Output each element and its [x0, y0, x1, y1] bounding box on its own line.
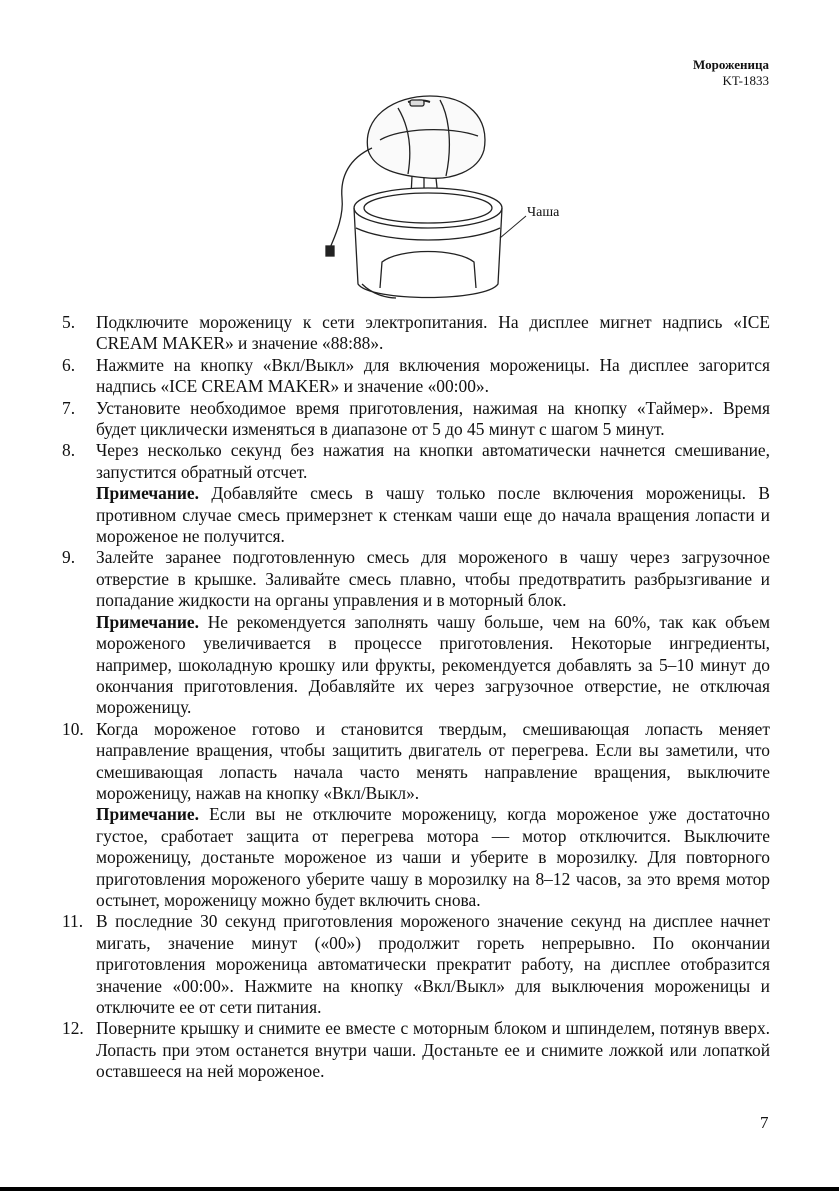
list-item	[62, 547, 770, 718]
item-text: Залейте заранее подготовленную смесь для мороженого в чашу через загрузочное отверстие в крышке. Заливайте смесь плавно, чтобы предотвратить разбрызгивание и попадание жидкости на органы управления и в моторный блок.	[96, 547, 770, 611]
item-text: В последние 30 секунд приготовления мороженого значение секунд на дисплее начнет мигать, значение минут («00») продолжит гореть непрерывно. По окончании приготовления мороженица автоматически прекратит работу, на дисплее отобразится значение «00:00». Нажмите на кнопку «Вкл/Выкл» для выключения мороженицы и отключите ее от сети питания.	[96, 911, 770, 1017]
list-item	[62, 719, 770, 912]
note	[96, 483, 770, 547]
list-item	[62, 911, 770, 1018]
list-item	[62, 440, 770, 547]
note-text: Не рекомендуется заполнять чашу больше, чем на 60%, так как объем мороженого увеличивается в процессе приготовления. Некоторые ингредиенты, например, шоколадную крошку или фрукты, рекомендуется добавлять за 5–10 минут до окончания приготовления. Добавляйте их через загрузочное отверстие, не отключая мороженицу.	[96, 611, 770, 718]
item-text: Когда мороженое готово и становится твердым, смешивающая лопасть меняет направление вращения, чтобы защитить двигатель от перегрева. Если вы заметили, что смешивающая лопасть начала часто менять направление вращения, выключите мороженицу, нажав на кнопку «Вкл/Выкл».	[96, 718, 770, 803]
note-label: Примечание.	[96, 483, 199, 504]
note	[96, 612, 770, 719]
note-text: Если вы не отключите мороженицу, когда мороженое уже достаточно густое, сработает защита от перегрева мотора — мотор отключится. Выключите мороженицу, достаньте мороженое из чаши и уберите в морозилку. Для повторного приготовления мороженого уберите чашу в морозилку на 8–12 часов, за это время мотор остынет, мороженицу можно будет включить снова.	[96, 804, 770, 910]
footer-rule	[0, 1187, 839, 1191]
product-name: Мороженица	[692, 57, 769, 72]
item-number: 11.	[62, 911, 84, 932]
note-label: Примечание.	[96, 804, 199, 825]
figure-caption: Чаша	[527, 205, 560, 220]
model-number: KT-1833	[722, 73, 769, 88]
item-text: Установите необходимое время приготовления, нажимая на кнопку «Таймер». Время будет циклически изменяться в диапазоне от 5 до 45 минут с шагом 5 минут.	[96, 397, 770, 440]
item-number: 8.	[62, 440, 76, 461]
item-number: 9.	[62, 547, 76, 568]
page-number: 7	[760, 1113, 769, 1132]
page-header	[693, 57, 769, 89]
item-text: Поверните крышку и снимите ее вместе с моторным блоком и шпинделем, потянув вверх. Лопасть при этом останется внутри чаши. Достаньте ее и снимите ложкой или лопаткой оставшееся на ней мороженое.	[96, 1018, 770, 1082]
instruction-list	[62, 312, 770, 1083]
ice-cream-maker-icon	[300, 88, 600, 310]
item-text: Через несколько секунд без нажатия на кнопки автоматически начнется смешивание, запустится обратный отсчет.	[96, 440, 770, 482]
item-number: 12.	[62, 1018, 84, 1039]
list-item	[62, 312, 770, 355]
item-text: Подключите мороженицу к сети электропитания. На дисплее мигнет надпись «ICE CREAM MAKER» и значение «88:88».	[96, 312, 770, 354]
note-text: Добавляйте смесь в чашу только после включения мороженицы. В противном случае смесь примерзнет к стенкам чаши еще до начала вращения лопасти и мороженое не получится.	[96, 483, 770, 547]
item-number: 5.	[62, 312, 76, 332]
note	[96, 804, 770, 911]
list-item	[62, 1018, 770, 1082]
item-number: 10.	[62, 718, 84, 739]
item-number: 6.	[62, 354, 76, 375]
list-item	[62, 355, 770, 398]
ice-cream-maker-illustration	[300, 88, 600, 310]
item-text: Нажмите на кнопку «Вкл/Выкл» для включения мороженицы. На дисплее загорится надпись «ICE CREAM MAKER» и значение «00:00».	[96, 354, 770, 397]
list-item	[62, 398, 770, 441]
note-label: Примечание.	[96, 611, 199, 632]
item-number: 7.	[62, 397, 76, 418]
